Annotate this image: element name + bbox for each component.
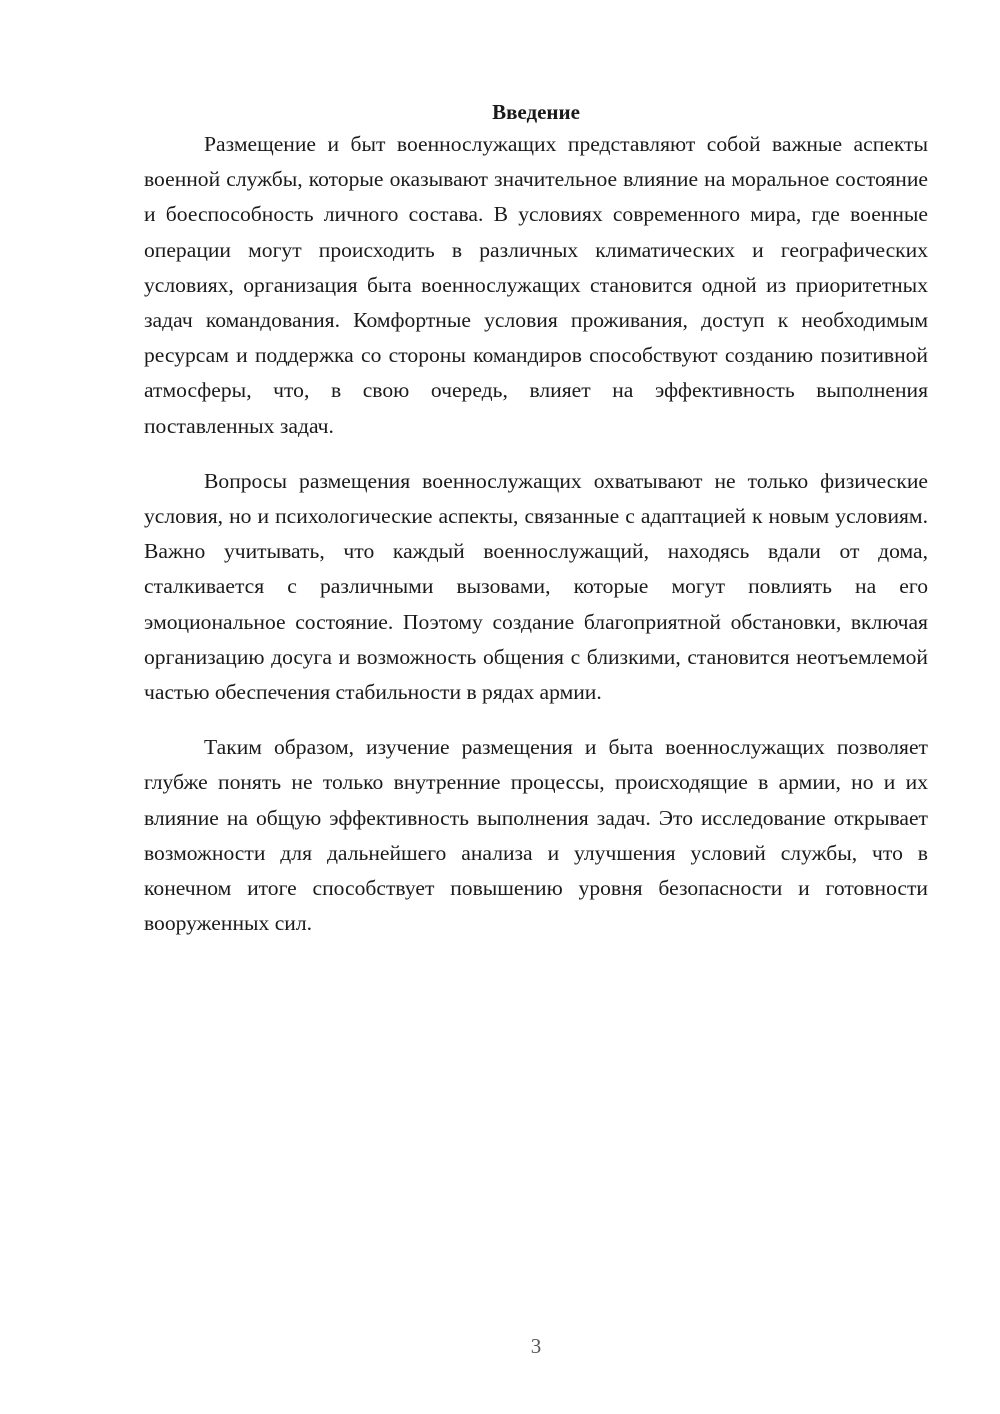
paragraph-2: Вопросы размещения военнослужащих охватывают не только физические условия, но и психологические аспекты, связанные с адаптацией к новым условиям. Важно учитывать, что каждый военнослужащий, находясь вдали от дома, сталкивается с различными вызовами, которые могут повлиять на его эмоциональное состояние. Поэтому создание благоприятной обстановки, включая организацию досуга и возможность общения с близкими, становится неотъемлемой частью обеспечения стабильности в рядах армии.: [144, 468, 928, 705]
page-number: 3: [530, 1334, 542, 1358]
paragraph-3: Таким образом, изучение размещения и быта военнослужащих позволяет глубже понять не только внутренние процессы, происходящие в армии, но и их влияние на общую эффективность выполнения задач. Это исследование открывает возможности для дальнейшего анализа и улучшения условий службы, что в конечном итоге способствует повышению уровня безопасности и готовности вооруженных сил.: [144, 735, 928, 936]
section-heading: Введение: [492, 100, 580, 124]
paragraph-1: Размещение и быт военнослужащих представляют собой важные аспекты военной службы, которые оказывают значительное влияние на моральное состояние и боеспособность личного состава. В условиях современного мира, где военные операции могут происходить в различных климатических и географических условиях, организация быта военнослужащих становится одной из приоритетных задач командования. Комфортные условия проживания, доступ к необходимым ресурсам и поддержка со стороны командиров способствуют созданию позитивной атмосферы, что, в свою очередь, влияет на эффективность выполнения поставленных задач.: [144, 132, 928, 438]
page-content: [144, 97, 928, 941]
